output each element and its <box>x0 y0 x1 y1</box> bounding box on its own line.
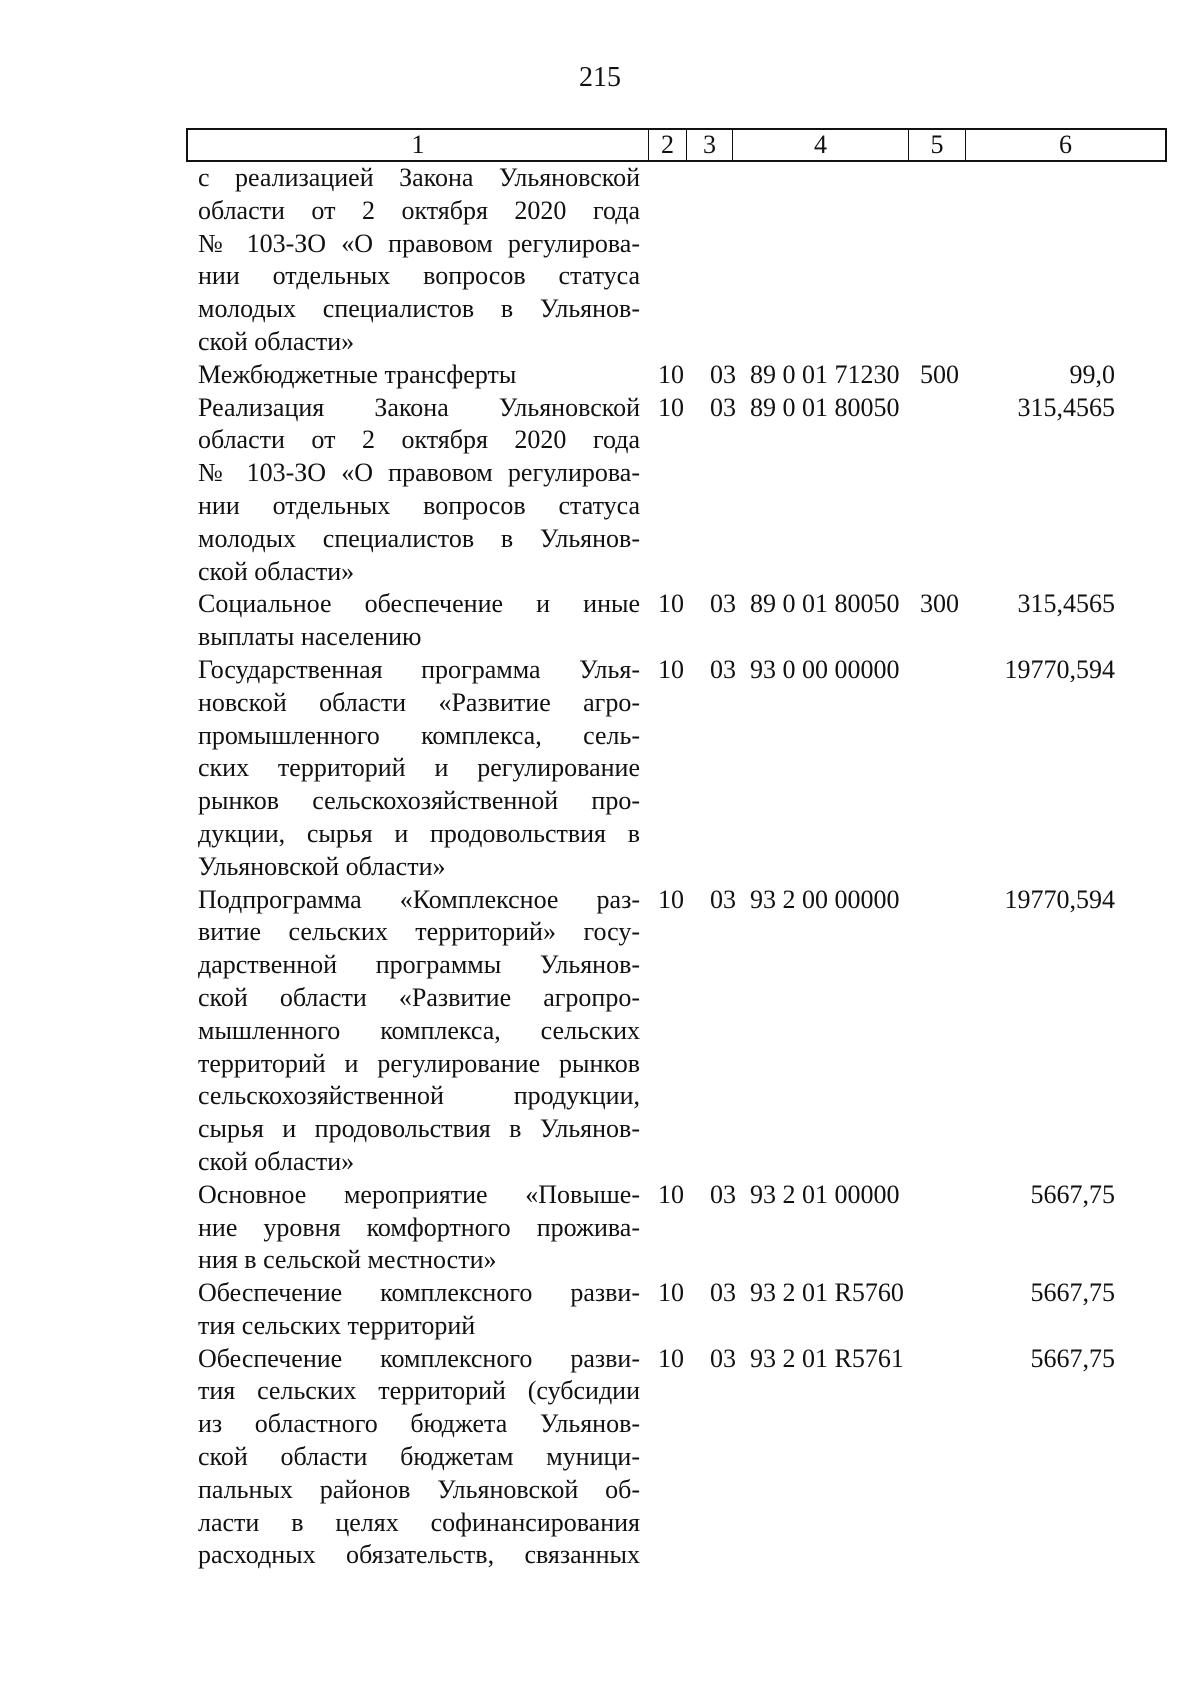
description-line: ласти в целях софинансирования <box>198 1507 640 1537</box>
column-number-6: 6 <box>1059 130 1072 159</box>
description-line: ние уровня комфортного прожива- <box>198 1212 640 1242</box>
table-row <box>198 1277 1128 1343</box>
subsection-code: 03 <box>710 884 736 914</box>
description-line: Социальное обеспечение и иные <box>198 589 640 619</box>
description-line: мышленного комплекса, сельских <box>198 1015 640 1045</box>
section-code: 10 <box>658 359 684 389</box>
column-number-3: 3 <box>687 130 733 160</box>
description-line: молодых специалистов в Ульянов- <box>198 294 640 324</box>
description-line: Подпрограмма «Комплексное раз- <box>198 884 640 914</box>
subsection-code: 03 <box>710 392 736 422</box>
description-line: расходных обязательств, связанных <box>198 1540 640 1570</box>
subsection-code: 03 <box>710 359 736 389</box>
table-row <box>198 588 1128 654</box>
table-row <box>198 392 1128 589</box>
subsection-code: 03 <box>710 1278 736 1308</box>
description-line: № 103-ЗО «О правовом регулирова- <box>198 228 640 258</box>
description-line: тия сельских территорий <box>198 1310 476 1340</box>
target-article-code: 93 0 00 00000 <box>750 654 900 684</box>
description-line: сельскохозяйственной продукции, <box>198 1081 640 1111</box>
description-line: ской области» <box>198 556 355 586</box>
table-row <box>198 359 1128 392</box>
description-line: нии отдельных вопросов статуса <box>198 490 640 520</box>
description-line: ской области бюджетам муници- <box>198 1442 640 1472</box>
description-line: дарственной программы Ульянов- <box>198 950 640 980</box>
amount: 5667,75 <box>1030 1343 1115 1373</box>
target-article-code: 89 0 01 80050 <box>750 589 900 619</box>
description-line: витие сельских территорий» госу- <box>198 917 640 947</box>
column-number-header <box>186 128 1167 162</box>
amount: 99,0 <box>1069 359 1115 389</box>
column-number-4: 4 <box>733 130 909 160</box>
description-line: ской области» <box>198 1146 355 1176</box>
section-code: 10 <box>658 392 684 422</box>
subsection-code: 03 <box>710 589 736 619</box>
description-line: № 103-ЗО «О правовом регулирова- <box>198 458 640 488</box>
column-number-2: 2 <box>649 130 687 160</box>
description-line: пальных районов Ульяновской об- <box>198 1474 640 1504</box>
description-line: области от 2 октября 2020 года <box>198 195 640 225</box>
description-line: молодых специалистов в Ульянов- <box>198 523 640 553</box>
description-line: ния в сельской местности» <box>198 1245 497 1275</box>
row-description <box>198 1343 640 1573</box>
description-line: территорий и регулирование рынков <box>198 1048 640 1078</box>
description-line: сырья и продовольствия в Ульянов- <box>198 1114 640 1144</box>
amount: 19770,594 <box>1004 654 1115 684</box>
section-code: 10 <box>658 884 684 914</box>
table-row <box>198 1343 1128 1573</box>
column-number-1: 1 <box>188 130 649 160</box>
description-line: тия сельских территорий (субсидии <box>198 1376 640 1406</box>
description-line: области от 2 октября 2020 года <box>198 425 640 455</box>
target-article-code: 89 0 01 71230 <box>750 359 900 389</box>
description-line: Межбюджетные трансферты <box>198 359 517 389</box>
row-description <box>198 1277 640 1343</box>
budget-table-body <box>198 162 1128 1572</box>
description-line: Государственная программа Улья- <box>198 654 640 684</box>
row-description <box>198 654 640 884</box>
row-description <box>198 162 640 359</box>
row-description <box>198 1179 640 1277</box>
description-line: Обеспечение комплексного разви- <box>198 1278 640 1308</box>
description-line: промышленного комплекса, сель- <box>198 720 640 750</box>
row-description <box>198 392 640 589</box>
description-line: с реализацией Закона Ульяновской <box>198 163 640 192</box>
amount: 5667,75 <box>1030 1278 1115 1308</box>
row-description <box>198 359 640 392</box>
subsection-code: 03 <box>710 1343 736 1373</box>
section-code: 10 <box>658 1278 684 1308</box>
expense-type-code: 300 <box>920 589 959 619</box>
description-line: ской области» <box>198 326 355 356</box>
amount: 19770,594 <box>1004 884 1115 914</box>
description-line: нии отдельных вопросов статуса <box>198 261 640 291</box>
description-line: Реализация Закона Ульяновской <box>198 392 640 422</box>
row-description <box>198 588 640 654</box>
table-row <box>198 884 1128 1179</box>
description-line: рынков сельскохозяйственной про- <box>198 786 640 816</box>
description-line: новской области «Развитие агро- <box>198 687 640 717</box>
description-line: выплаты населению <box>198 622 422 652</box>
description-line: Обеспечение комплексного разви- <box>198 1343 640 1373</box>
row-description <box>198 884 640 1179</box>
table-row <box>198 654 1128 884</box>
subsection-code: 03 <box>710 654 736 684</box>
description-line: ской области «Развитие агропро- <box>198 982 640 1012</box>
target-article-code: 93 2 01 R5761 <box>750 1343 904 1373</box>
amount: 315,4565 <box>1017 392 1115 422</box>
target-article-code: 93 2 00 00000 <box>750 884 900 914</box>
table-row <box>198 1179 1128 1277</box>
column-number-5: 5 <box>909 130 966 160</box>
expense-type-code: 500 <box>920 359 959 389</box>
description-line: ских территорий и регулирование <box>198 753 640 783</box>
section-code: 10 <box>658 1343 684 1373</box>
description-line: из областного бюджета Ульянов- <box>198 1409 640 1439</box>
section-code: 10 <box>658 589 684 619</box>
subsection-code: 03 <box>710 1179 736 1209</box>
target-article-code: 93 2 01 R5760 <box>750 1278 904 1308</box>
description-line: Основное мероприятие «Повыше- <box>198 1179 640 1209</box>
page-number: 215 <box>579 62 621 93</box>
description-line: Ульяновской области» <box>198 851 446 881</box>
section-code: 10 <box>658 654 684 684</box>
table-row <box>198 162 1128 359</box>
amount: 5667,75 <box>1030 1179 1115 1209</box>
section-code: 10 <box>658 1179 684 1209</box>
description-line: дукции, сырья и продовольствия в <box>198 818 640 848</box>
target-article-code: 89 0 01 80050 <box>750 392 900 422</box>
amount: 315,4565 <box>1017 589 1115 619</box>
target-article-code: 93 2 01 00000 <box>750 1179 900 1209</box>
